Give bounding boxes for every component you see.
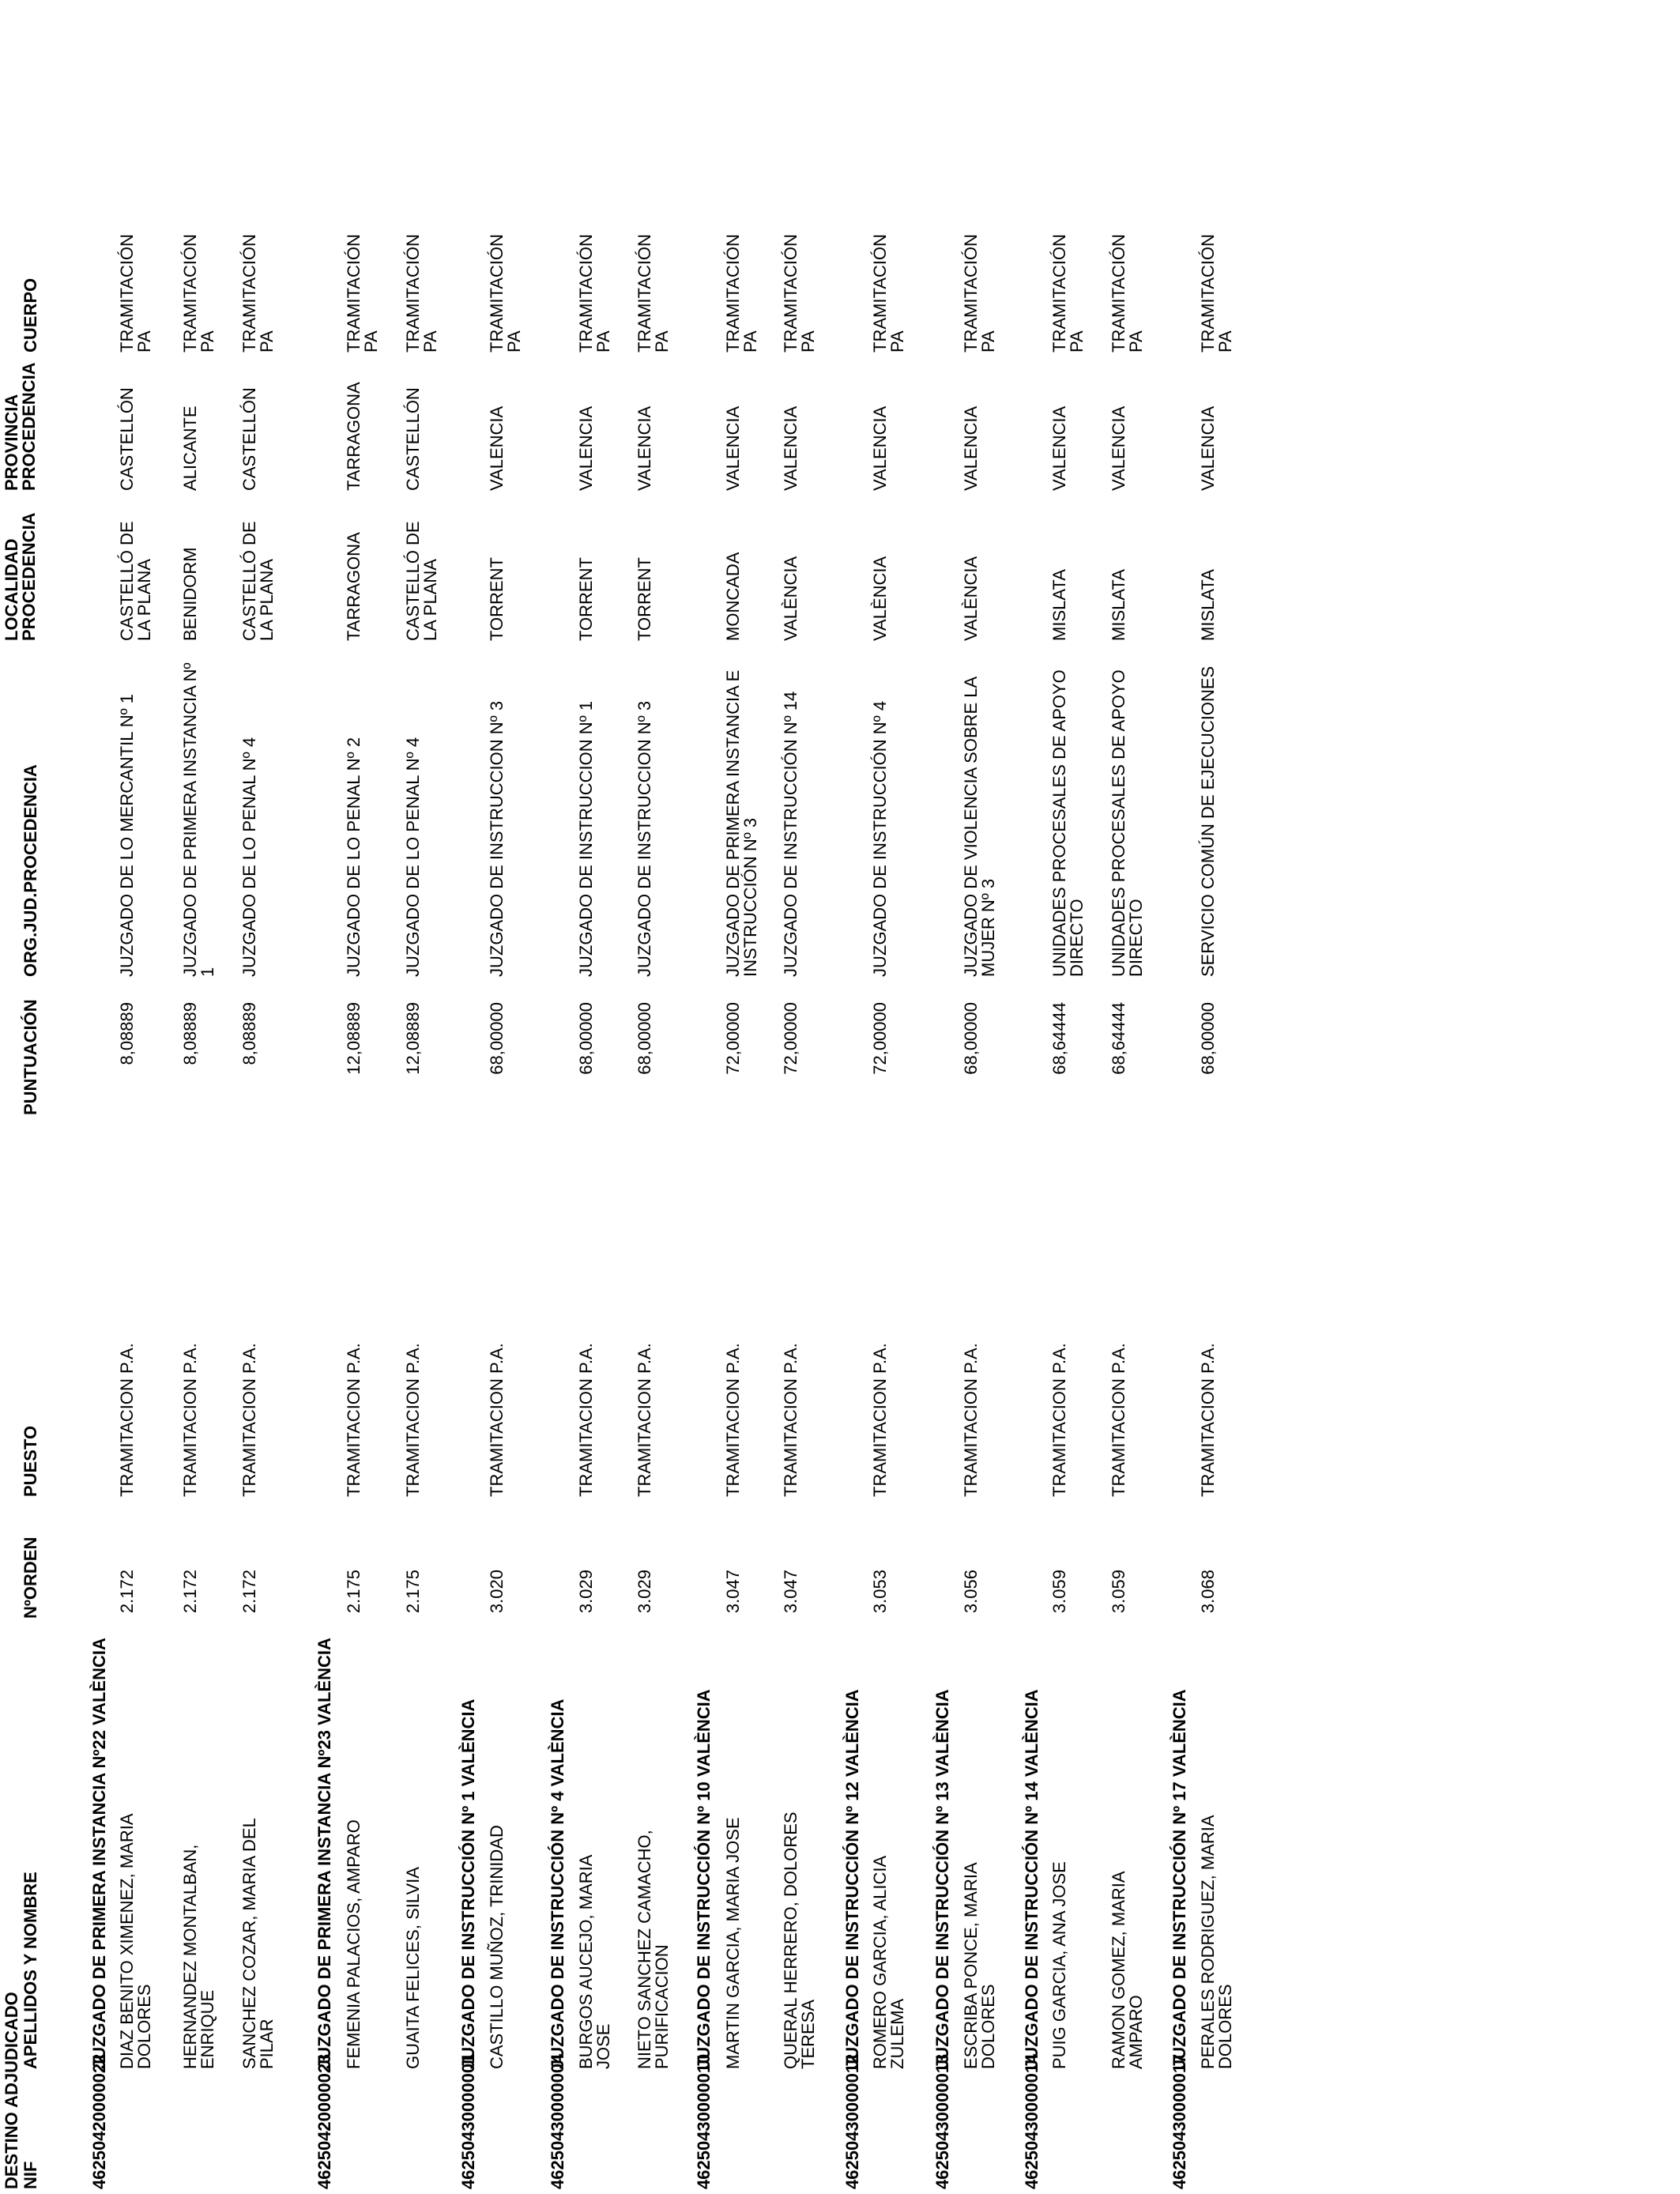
cell-orden: 2.172 <box>239 1570 259 1614</box>
cell-provincia: VALENCIA <box>1198 405 1218 491</box>
cell-puntuacion: 12,08889 <box>403 1002 423 1075</box>
cell-org: JUZGADO DE PRIMERA INSTANCIA Nº 1 <box>180 662 217 977</box>
cell-nombre: NIETO SANCHEZ CAMACHO, PURIFICACION <box>635 1830 672 2069</box>
col-header-cuerpo: CUERPO <box>21 277 40 352</box>
cell-cuerpo: TRAMITACIÓN PA <box>344 234 381 352</box>
cell-puesto: TRAMITACION P.A. <box>1049 1343 1069 1497</box>
cell-puesto: TRAMITACION P.A. <box>180 1343 200 1497</box>
cell-puesto: TRAMITACION P.A. <box>723 1343 743 1497</box>
cell-nombre: BURGOS AUCEJO, MARIA JOSE <box>576 1855 613 2069</box>
cell-puesto: TRAMITACION P.A. <box>870 1343 890 1497</box>
cell-puesto: TRAMITACION P.A. <box>781 1343 800 1497</box>
cell-orden: 2.175 <box>344 1570 363 1614</box>
cell-localidad: TARRAGONA <box>344 532 363 641</box>
cell-puesto: TRAMITACION P.A. <box>635 1343 654 1497</box>
cell-orden: 3.020 <box>487 1570 507 1614</box>
cell-provincia: CASTELLÓN <box>403 387 423 491</box>
cell-puesto: TRAMITACION P.A. <box>961 1343 981 1497</box>
group-code: 46250430000013 <box>932 2053 952 2189</box>
cell-puntuacion: 68,64444 <box>1049 1002 1069 1075</box>
cell-puesto: TRAMITACION P.A. <box>576 1343 596 1497</box>
cell-localidad: VALÈNCIA <box>870 556 890 641</box>
cell-orden: 3.056 <box>961 1570 981 1614</box>
cell-localidad: MISLATA <box>1109 569 1128 641</box>
cell-puntuacion: 8,08889 <box>239 1002 259 1065</box>
cell-org: JUZGADO DE INSTRUCCIÓN Nº 4 <box>870 700 890 977</box>
cell-nombre: ESCRIBA PONCE, MARIA DOLORES <box>961 1863 998 2069</box>
cell-provincia: VALENCIA <box>723 405 743 491</box>
col-header-localidad: LOCALIDAD PROCEDENCIA <box>2 512 39 641</box>
cell-orden: 2.172 <box>180 1570 200 1614</box>
cell-org: JUZGADO DE LO MERCANTIL Nº 1 <box>117 693 137 977</box>
group-code: 46250420000022 <box>89 2053 109 2189</box>
cell-nombre: PUIG GARCIA, ANA JOSE <box>1049 1861 1069 2069</box>
cell-puntuacion: 68,00000 <box>576 1002 596 1075</box>
col-header-puesto: PUESTO <box>21 1425 40 1497</box>
section-title: DESTINO ADJUDICADO <box>2 1992 21 2189</box>
cell-cuerpo: TRAMITACIÓN PA <box>961 234 998 352</box>
group-code: 46250430000004 <box>548 2053 567 2189</box>
col-header-org: ORG.JUD.PROCEDENCIA <box>21 764 40 977</box>
cell-cuerpo: TRAMITACIÓN PA <box>180 234 217 352</box>
cell-puesto: TRAMITACION P.A. <box>1198 1343 1218 1497</box>
cell-org: JUZGADO DE VIOLENCIA SOBRE LA MUJER Nº 3 <box>961 677 998 977</box>
cell-cuerpo: TRAMITACIÓN PA <box>117 234 154 352</box>
cell-cuerpo: TRAMITACIÓN PA <box>781 234 818 352</box>
cell-localidad: BENIDORM <box>180 547 200 641</box>
cell-nombre: PERALES RODRIGUEZ, MARIA DOLORES <box>1198 1815 1235 2069</box>
cell-cuerpo: TRAMITACIÓN PA <box>723 234 760 352</box>
cell-puntuacion: 72,00000 <box>723 1002 743 1075</box>
cell-localidad: CASTELLÓ DE LA PLANA <box>117 521 154 641</box>
cell-localidad: VALÈNCIA <box>781 556 800 641</box>
cell-localidad: CASTELLÓ DE LA PLANA <box>239 521 277 641</box>
cell-orden: 3.053 <box>870 1570 890 1614</box>
cell-provincia: ALICANTE <box>180 405 200 491</box>
cell-puntuacion: 68,64444 <box>1109 1002 1128 1075</box>
cell-provincia: VALENCIA <box>487 405 507 491</box>
group-code: 46250430000012 <box>842 2053 862 2189</box>
cell-localidad: MISLATA <box>1049 569 1069 641</box>
cell-provincia: VALENCIA <box>635 405 654 491</box>
cell-localidad: VALÈNCIA <box>961 556 981 641</box>
cell-puesto: TRAMITACION P.A. <box>1109 1343 1128 1497</box>
group-title: JUZGADO DE INSTRUCCIÓN Nº 10 VALÈNCIA <box>694 1689 714 2069</box>
cell-nombre: CASTILLO MUÑOZ, TRINIDAD <box>487 1825 507 2069</box>
cell-provincia: TARRAGONA <box>344 382 363 491</box>
cell-puntuacion: 72,00000 <box>781 1002 800 1075</box>
cell-cuerpo: TRAMITACIÓN PA <box>1049 234 1087 352</box>
cell-nombre: MARTIN GARCIA, MARIA JOSE <box>723 1817 743 2069</box>
cell-cuerpo: TRAMITACIÓN PA <box>1109 234 1146 352</box>
cell-orden: 3.047 <box>723 1570 743 1614</box>
cell-orden: 3.047 <box>781 1570 800 1614</box>
group-title: JUZGADO DE INSTRUCCIÓN Nº 13 VALÈNCIA <box>932 1689 952 2069</box>
cell-puntuacion: 68,00000 <box>487 1002 507 1075</box>
cell-localidad: TORRENT <box>487 557 507 641</box>
group-code: 46250430000010 <box>694 2053 714 2189</box>
cell-org: JUZGADO DE INSTRUCCION Nº 3 <box>635 700 654 977</box>
cell-cuerpo: TRAMITACIÓN PA <box>870 234 907 352</box>
cell-puntuacion: 12,08889 <box>344 1002 363 1075</box>
cell-orden: 3.029 <box>576 1570 596 1614</box>
cell-nombre: ROMERO GARCIA, ALICIA ZULEMA <box>870 1857 907 2069</box>
cell-puntuacion: 8,08889 <box>117 1002 137 1065</box>
cell-cuerpo: TRAMITACIÓN PA <box>576 234 613 352</box>
col-header-nombre: APELLIDOS Y NOMBRE <box>21 1872 40 2069</box>
cell-puntuacion: 8,08889 <box>180 1002 200 1065</box>
cell-provincia: VALENCIA <box>1049 405 1069 491</box>
group-title: JUZGADO DE INSTRUCCIÓN Nº 4 VALÈNCIA <box>548 1698 567 2069</box>
cell-cuerpo: TRAMITACIÓN PA <box>487 234 524 352</box>
cell-cuerpo: TRAMITACIÓN PA <box>635 234 672 352</box>
group-title: JUZGADO DE PRIMERA INSTANCIA Nº22 VALÈNCIA <box>89 1638 109 2069</box>
cell-puntuacion: 68,00000 <box>961 1002 981 1075</box>
cell-cuerpo: TRAMITACIÓN PA <box>403 234 440 352</box>
cell-org: JUZGADO DE PRIMERA INSTANCIA E INSTRUCCIÓN Nº 3 <box>723 669 760 977</box>
cell-provincia: VALENCIA <box>870 405 890 491</box>
group-code: 46250430000017 <box>1170 2053 1189 2189</box>
cell-nombre: SANCHEZ COZAR, MARIA DEL PILAR <box>239 1818 277 2069</box>
cell-nombre: GUAITA FELICES, SILVIA <box>403 1867 423 2069</box>
cell-nombre: HERNANDEZ MONTALBAN, ENRIQUE <box>180 1844 217 2069</box>
cell-orden: 2.175 <box>403 1570 423 1614</box>
cell-orden: 3.068 <box>1198 1570 1218 1614</box>
group-title: JUZGADO DE INSTRUCCIÓN Nº 1 VALÈNCIA <box>458 1698 478 2069</box>
cell-puesto: TRAMITACION P.A. <box>344 1343 363 1497</box>
cell-cuerpo: TRAMITACIÓN PA <box>239 234 277 352</box>
cell-nombre: QUERAL HERRERO, DOLORES TERESA <box>781 1811 818 2069</box>
cell-localidad: MISLATA <box>1198 569 1218 641</box>
cell-puntuacion: 68,00000 <box>635 1002 654 1075</box>
cell-org: UNIDADES PROCESALES DE APOYO DIRECTO <box>1109 669 1146 977</box>
group-title: JUZGADO DE PRIMERA INSTANCIA Nº23 VALÈNCIA <box>315 1638 334 2069</box>
cell-org: JUZGADO DE LO PENAL Nº 2 <box>344 737 363 977</box>
group-title: JUZGADO DE INSTRUCCIÓN Nº 12 VALÈNCIA <box>842 1689 862 2069</box>
group-title: JUZGADO DE INSTRUCCIÓN Nº 17 VALÈNCIA <box>1170 1689 1189 2069</box>
cell-orden: 2.172 <box>117 1570 137 1614</box>
cell-orden: 3.029 <box>635 1570 654 1614</box>
cell-provincia: VALENCIA <box>961 405 981 491</box>
cell-orden: 3.059 <box>1109 1570 1128 1614</box>
cell-org: JUZGADO DE INSTRUCCION Nº 3 <box>487 700 507 977</box>
cell-org: SERVICIO COMÚN DE EJECUCIONES <box>1198 665 1218 977</box>
group-code: 46250420000023 <box>315 2053 334 2189</box>
cell-provincia: VALENCIA <box>576 405 596 491</box>
col-header-orden: NºORDEN <box>21 1536 40 1619</box>
cell-localidad: MONCADA <box>723 552 743 641</box>
cell-nombre: DIAZ BENITO XIMENEZ, MARIA DOLORES <box>117 1814 154 2069</box>
cell-puesto: TRAMITACION P.A. <box>239 1343 259 1497</box>
cell-puesto: TRAMITACION P.A. <box>117 1343 137 1497</box>
cell-provincia: CASTELLÓN <box>239 387 259 491</box>
cell-orden: 3.059 <box>1049 1570 1069 1614</box>
cell-cuerpo: TRAMITACIÓN PA <box>1198 234 1235 352</box>
group-title: JUZGADO DE INSTRUCCIÓN Nº 14 VALÈNCIA <box>1022 1689 1042 2069</box>
col-header-nif: NIF <box>21 2161 40 2189</box>
cell-org: JUZGADO DE LO PENAL Nº 4 <box>403 737 423 977</box>
cell-org: JUZGADO DE LO PENAL Nº 4 <box>239 737 259 977</box>
cell-localidad: TORRENT <box>576 557 596 641</box>
cell-provincia: CASTELLÓN <box>117 387 137 491</box>
cell-puesto: TRAMITACION P.A. <box>487 1343 507 1497</box>
cell-localidad: TORRENT <box>635 557 654 641</box>
group-code: 46250430000014 <box>1022 2053 1042 2189</box>
cell-puntuacion: 68,00000 <box>1198 1002 1218 1075</box>
cell-puntuacion: 72,00000 <box>870 1002 890 1075</box>
cell-puesto: TRAMITACION P.A. <box>403 1343 423 1497</box>
cell-org: JUZGADO DE INSTRUCCION Nº 1 <box>576 700 596 977</box>
cell-provincia: VALENCIA <box>1109 405 1128 491</box>
cell-localidad: CASTELLÓ DE LA PLANA <box>403 521 440 641</box>
col-header-provincia: PROVINCIA PROCEDENCIA <box>2 362 39 491</box>
cell-provincia: VALENCIA <box>781 405 800 491</box>
cell-org: JUZGADO DE INSTRUCCIÓN Nº 14 <box>781 691 800 977</box>
cell-org: UNIDADES PROCESALES DE APOYO DIRECTO <box>1049 669 1087 977</box>
cell-nombre: RAMON GOMEZ, MARIA AMPARO <box>1109 1872 1146 2069</box>
col-header-puntuacion: PUNTUACIÓN <box>21 999 40 1115</box>
group-code: 46250430000001 <box>458 2053 478 2189</box>
cell-nombre: FEMENIA PALACIOS, AMPARO <box>344 1819 363 2069</box>
